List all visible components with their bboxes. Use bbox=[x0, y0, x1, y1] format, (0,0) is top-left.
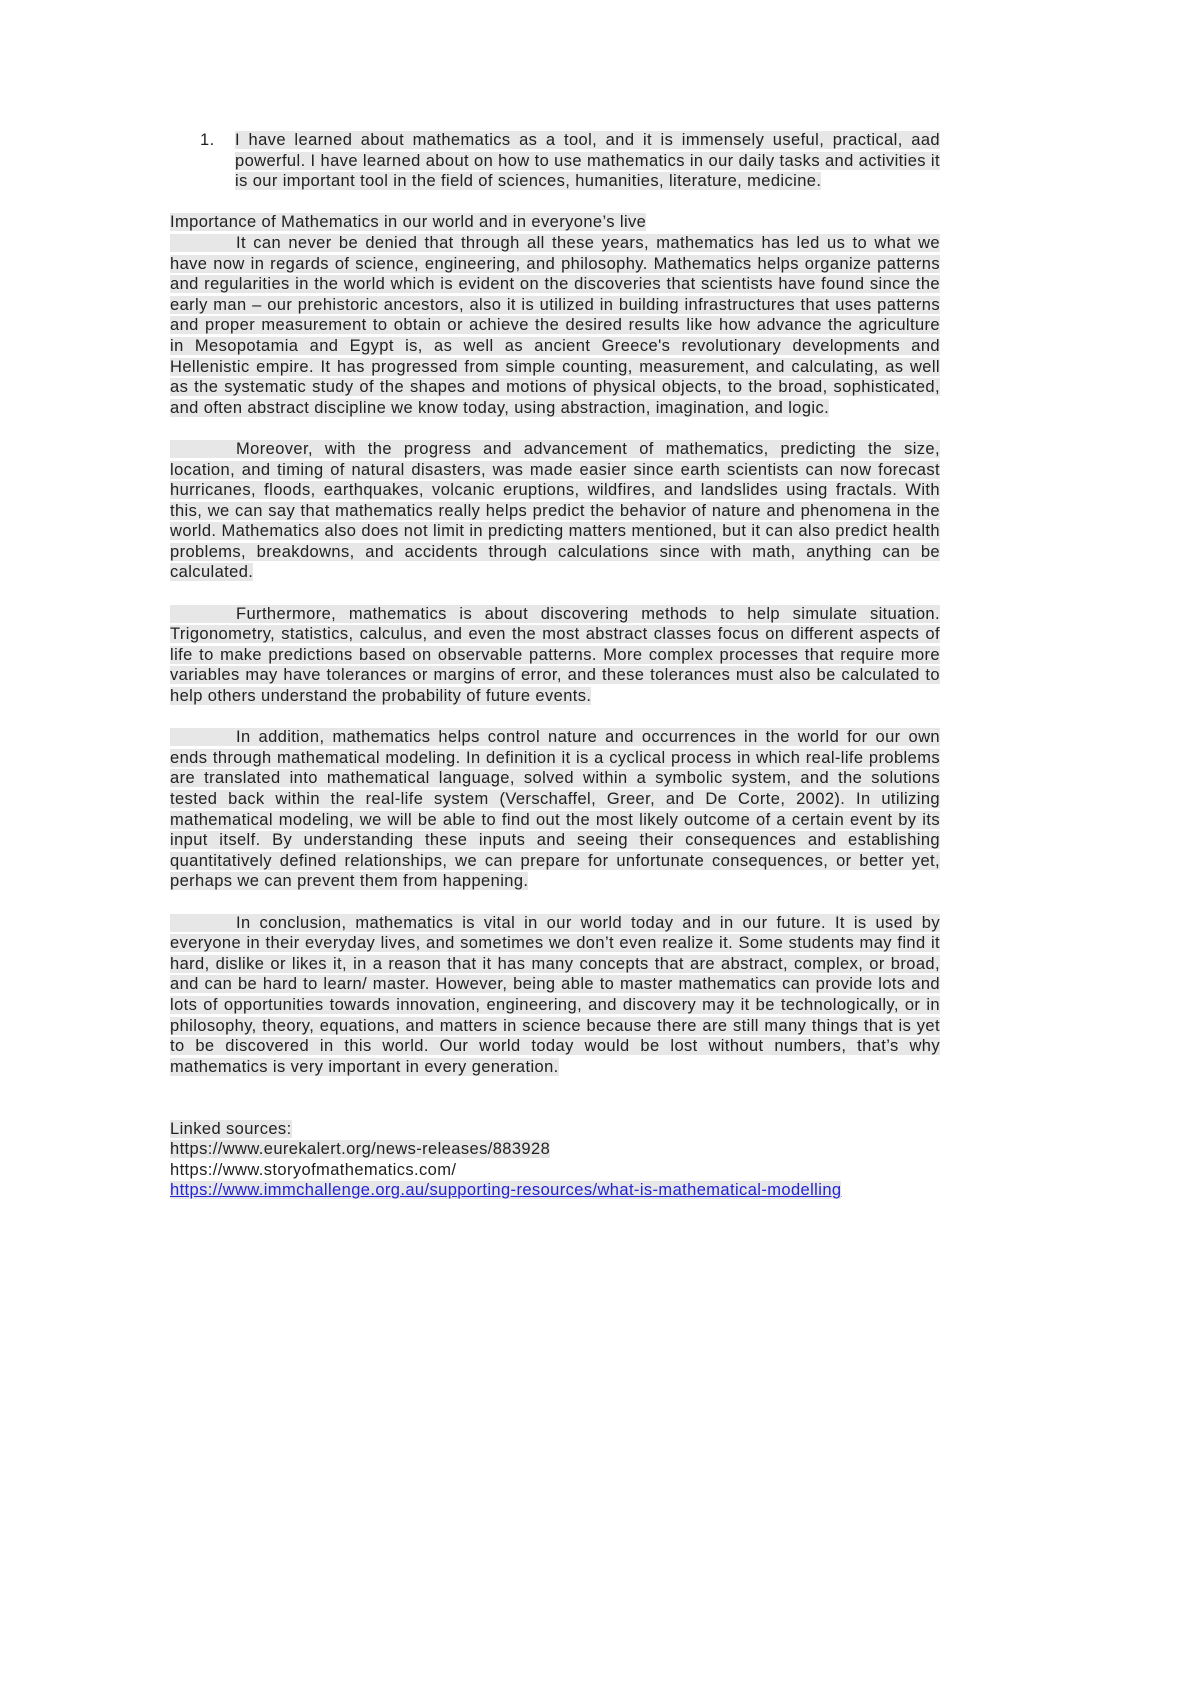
source-url-2: https://www.storyofmathematics.com/ bbox=[170, 1160, 457, 1179]
essay-paragraph-2 bbox=[170, 439, 940, 583]
source-url-1: https://www.eurekalert.org/news-releases/883928 bbox=[170, 1140, 551, 1159]
document-content bbox=[170, 130, 940, 1201]
linked-sources bbox=[170, 1119, 940, 1201]
essay-paragraph-1 bbox=[170, 233, 940, 418]
sources-label-line bbox=[170, 1119, 940, 1140]
essay-paragraph-4-block bbox=[170, 727, 940, 892]
paragraph-text: Moreover, with the progress and advancement of mathematics, predicting the size, location, and timing of natural disasters, was made easier since earth scientists can now forecast hurricanes, floods, earthquakes, volcanic eruptions, wildfires, and landslides using fractals. With this, we can say that mathematics really helps predict the behavior of nature and phenomena in the world. Mathematics also does not limit in predicting matters mentioned, but it can also predict health problems, breakdowns, and accidents through calculations since with math, anything can be calculated. bbox=[170, 439, 940, 582]
essay-heading bbox=[170, 212, 940, 233]
sources-label: Linked sources: bbox=[170, 1119, 292, 1138]
essay-paragraph-3 bbox=[170, 604, 940, 707]
essay-paragraph-5-block bbox=[170, 913, 940, 1078]
source-hyperlink[interactable]: https://www.immchallenge.org.au/supporting-resources/what-is-mathematical-modelling bbox=[170, 1181, 842, 1200]
essay-paragraph-5 bbox=[170, 913, 940, 1078]
tab-indent bbox=[170, 741, 236, 742]
tab-indent bbox=[170, 618, 236, 619]
tab-indent bbox=[170, 453, 236, 454]
source-url-3-line bbox=[170, 1180, 940, 1201]
list-item-text: I have learned about mathematics as a tool, and it is immensely useful, practical, aad powerful. I have learned about on how to use mathematics in our daily tasks and activities it is our important tool in the field of sciences, humanities, literature, medicine. bbox=[235, 131, 940, 191]
essay-paragraph-4 bbox=[170, 727, 940, 892]
paragraph-text: Furthermore, mathematics is about discovering methods to help simulate situation. Trigonometry, statistics, calculus, and even the most abstract classes focus on different aspects of life to make predictions based on observable patterns. More complex processes that require more variables may have tolerances or margins of error, and these tolerances must also be calculated to help others understand the probability of future events. bbox=[170, 604, 940, 706]
paragraph-text: In addition, mathematics helps control nature and occurrences in the world for our own ends through mathematical modeling. In definition it is a cyclical process in which real-life problems are translated into mathematical language, solved within a symbolic system, and the solutions tested back within the real-life system (Verschaffel, Greer, and De Corte, 2002). In utilizing mathematical modeling, we will be able to find out the most likely outcome of a certain event by its input itself. By understanding these inputs and seeing their consequences and establishing quantitatively defined relationships, we can prepare for unfortunate consequences, or better yet, perhaps we can prevent them from happening. bbox=[170, 728, 940, 891]
list-item-paragraph bbox=[235, 130, 940, 192]
essay-section bbox=[170, 212, 940, 418]
source-url-2-line bbox=[170, 1160, 940, 1181]
paragraph-text: In conclusion, mathematics is vital in our world today and in our future. It is used by everyone in their everyday lives, and sometimes we don’t even realize it. Some students may find it hard, dislike or likes it, in a reason that it has many concepts that are abstract, complex, or broad, and can be hard to learn/ master. However, being able to master mathematics can provide lots and lots of opportunities towards innovation, engineering, and discovery may it be technologically, or in philosophy, theory, equations, and matters in science because there are still many things that is yet to be discovered in this world. Our world today would be lost without numbers, that’s why mathematics is very important in every generation. bbox=[170, 913, 940, 1076]
list-item-number: 1. bbox=[170, 130, 235, 151]
tab-indent bbox=[170, 927, 236, 928]
essay-paragraph-3-block bbox=[170, 604, 940, 707]
essay-heading-text: Importance of Mathematics in our world and in everyone’s live bbox=[170, 213, 647, 232]
paragraph-text: It can never be denied that through all these years, mathematics has led us to what we have now in regards of science, engineering, and philosophy. Mathematics helps organize patterns and regularities in the world which is evident on the discoveries that scientists have found since the early man – our prehistoric ancestors, also it is utilized in building infrastructures that uses patterns and proper measurement to obtain or achieve the desired results like how advance the agriculture in Mesopotamia and Egypt is, as well as ancient Greece's revolutionary developments and Hellenistic empire. It has progressed from simple counting, measurement, and calculating, as well as the systematic study of the shapes and motions of physical objects, to the broad, sophisticated, and often abstract discipline we know today, using abstraction, imagination, and logic. bbox=[170, 233, 940, 417]
list-item-1 bbox=[170, 130, 940, 192]
essay-paragraph-2-block bbox=[170, 439, 940, 583]
source-url-1-line bbox=[170, 1139, 940, 1160]
tab-indent bbox=[170, 247, 236, 248]
